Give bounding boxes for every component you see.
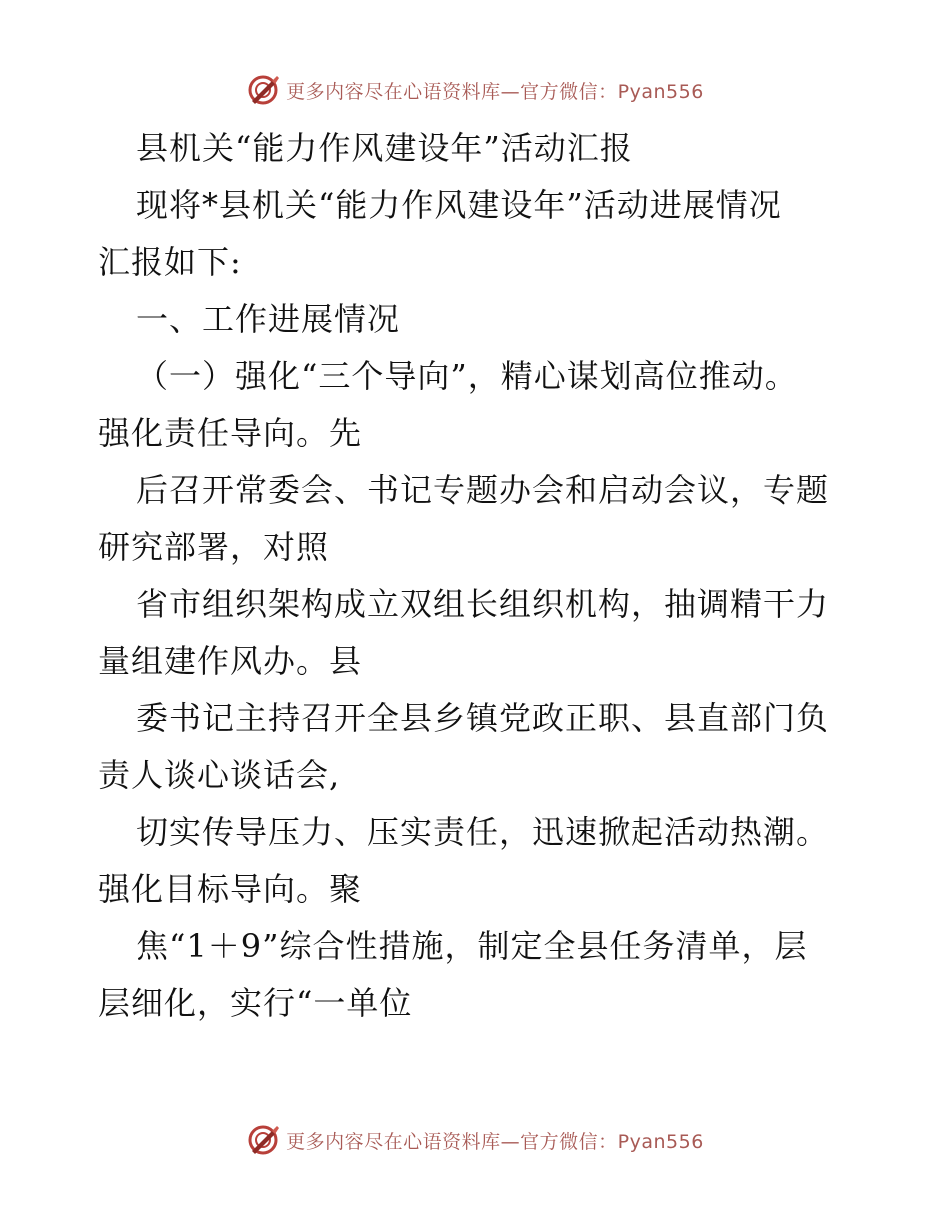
pen-logo-icon xyxy=(246,1123,280,1157)
paragraph-line: （一）强化“三个导向”，精心谋划高位推动。 xyxy=(136,357,798,395)
paragraph-line: 委书记主持召开全县乡镇党政正职、县直部门负 xyxy=(136,699,830,737)
paragraph-line: 一、工作进展情况 xyxy=(136,300,401,338)
watermark-text: 更多内容尽在心语资料库—官方微信：Pyan556 xyxy=(286,1130,704,1153)
document-body xyxy=(98,120,858,1032)
paragraph-line: 汇报如下: xyxy=(98,243,242,281)
paragraph-line: 量组建作风办。县 xyxy=(98,642,363,680)
watermark-text: 更多内容尽在心语资料库—官方微信：Pyan556 xyxy=(286,80,704,103)
paragraph-line: 省市组织架构成立双组长组织机构，抽调精干力 xyxy=(136,585,830,623)
paragraph-line: 焦“1＋9”综合性措施，制定全县任务清单，层 xyxy=(136,927,808,965)
paragraph-line: 现将*县机关“能力作风建设年”活动进展情况 xyxy=(136,186,782,224)
pen-logo-icon xyxy=(246,73,280,107)
watermark-header xyxy=(0,70,950,110)
watermark-footer xyxy=(0,1120,950,1160)
paragraph-line: 切实传导压力、压实责任，迅速掀起活动热潮。 xyxy=(136,813,830,851)
paragraph-line: 责人谈心谈话会, xyxy=(98,756,341,794)
paragraph-line: 强化目标导向。聚 xyxy=(98,870,363,908)
paragraph-line: 县机关“能力作风建设年”活动汇报 xyxy=(136,129,633,167)
paragraph-line: 强化责任导向。先 xyxy=(98,414,363,452)
paragraph-line: 研究部署，对照 xyxy=(98,528,330,566)
paragraph-line: 后召开常委会、书记专题办会和启动会议，专题 xyxy=(136,471,830,509)
paragraph-line: 层细化，实行“一单位 xyxy=(98,984,413,1022)
